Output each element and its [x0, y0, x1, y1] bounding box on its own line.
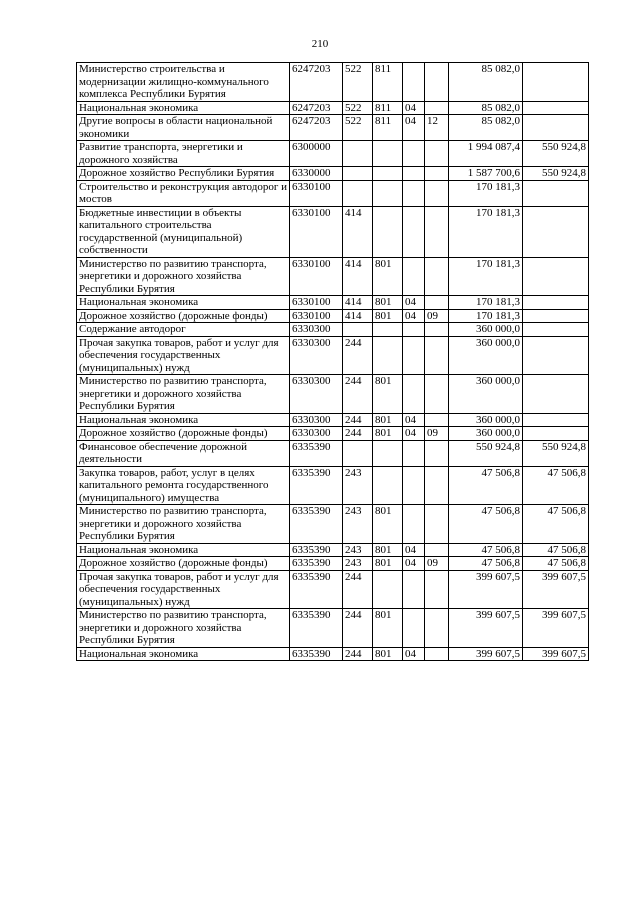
administrator-code-cell: 801 — [373, 647, 403, 661]
administrator-code-cell: 801 — [373, 296, 403, 310]
table-row — [77, 557, 589, 571]
amount-total-cell: 360 000,0 — [449, 413, 523, 427]
expense-type-cell: 522 — [343, 101, 373, 115]
amount-federal-cell — [523, 309, 589, 323]
expense-type-cell — [343, 323, 373, 337]
amount-total-cell: 360 000,0 — [449, 336, 523, 375]
amount-federal-cell — [523, 427, 589, 441]
expense-type-cell: 243 — [343, 557, 373, 571]
row-name-cell: Другие вопросы в области национальной экономики — [77, 115, 290, 141]
amount-federal-cell — [523, 375, 589, 414]
section-cell: 04 — [403, 115, 425, 141]
table-row — [77, 543, 589, 557]
section-cell — [403, 609, 425, 648]
section-cell — [403, 570, 425, 609]
amount-federal-cell: 399 607,5 — [523, 609, 589, 648]
amount-total-cell: 399 607,5 — [449, 570, 523, 609]
amount-total-cell: 85 082,0 — [449, 101, 523, 115]
amount-federal-cell: 47 506,8 — [523, 543, 589, 557]
table-row — [77, 167, 589, 181]
target-article-cell: 6330300 — [290, 323, 343, 337]
table-row — [77, 63, 589, 102]
section-cell — [403, 466, 425, 505]
section-cell — [403, 505, 425, 544]
target-article-cell: 6335390 — [290, 505, 343, 544]
target-article-cell: 6330300 — [290, 336, 343, 375]
target-article-cell: 6335390 — [290, 647, 343, 661]
amount-federal-cell — [523, 206, 589, 257]
table-row — [77, 141, 589, 167]
page-number: 210 — [311, 38, 329, 50]
section-cell: 04 — [403, 101, 425, 115]
subsection-cell: 09 — [425, 427, 449, 441]
section-cell — [403, 63, 425, 102]
target-article-cell: 6330300 — [290, 413, 343, 427]
table-row — [77, 413, 589, 427]
row-name-cell: Национальная экономика — [77, 647, 290, 661]
subsection-cell — [425, 141, 449, 167]
amount-total-cell: 85 082,0 — [449, 63, 523, 102]
expense-type-cell: 414 — [343, 257, 373, 296]
subsection-cell — [425, 375, 449, 414]
administrator-code-cell — [373, 180, 403, 206]
amount-federal-cell — [523, 115, 589, 141]
amount-total-cell: 550 924,8 — [449, 440, 523, 466]
target-article-cell: 6330100 — [290, 257, 343, 296]
table-row — [77, 336, 589, 375]
expense-type-cell: 244 — [343, 647, 373, 661]
section-cell — [403, 257, 425, 296]
section-cell: 04 — [403, 427, 425, 441]
administrator-code-cell: 801 — [373, 309, 403, 323]
expense-type-cell: 414 — [343, 309, 373, 323]
expense-type-cell: 243 — [343, 543, 373, 557]
expense-type-cell: 244 — [343, 570, 373, 609]
subsection-cell — [425, 336, 449, 375]
amount-federal-cell: 550 924,8 — [523, 141, 589, 167]
section-cell — [403, 440, 425, 466]
subsection-cell — [425, 257, 449, 296]
section-cell: 04 — [403, 309, 425, 323]
table-row — [77, 115, 589, 141]
administrator-code-cell — [373, 141, 403, 167]
amount-federal-cell: 399 607,5 — [523, 570, 589, 609]
table-row — [77, 309, 589, 323]
budget-table — [76, 62, 589, 661]
amount-federal-cell: 550 924,8 — [523, 440, 589, 466]
administrator-code-cell: 801 — [373, 257, 403, 296]
row-name-cell: Бюджетные инвестиции в объекты капитального строительства государственной (муниципальной) собственности — [77, 206, 290, 257]
expense-type-cell — [343, 167, 373, 181]
expense-type-cell: 244 — [343, 427, 373, 441]
row-name-cell: Национальная экономика — [77, 296, 290, 310]
administrator-code-cell: 801 — [373, 543, 403, 557]
row-name-cell: Дорожное хозяйство (дорожные фонды) — [77, 309, 290, 323]
section-cell — [403, 336, 425, 375]
administrator-code-cell: 801 — [373, 375, 403, 414]
administrator-code-cell: 801 — [373, 557, 403, 571]
expense-type-cell — [343, 440, 373, 466]
table-row — [77, 257, 589, 296]
amount-total-cell: 360 000,0 — [449, 375, 523, 414]
row-name-cell: Содержание автодорог — [77, 323, 290, 337]
target-article-cell: 6330000 — [290, 167, 343, 181]
section-cell — [403, 375, 425, 414]
row-name-cell: Национальная экономика — [77, 101, 290, 115]
subsection-cell — [425, 413, 449, 427]
budget-table-body — [77, 63, 589, 661]
target-article-cell: 6247203 — [290, 101, 343, 115]
administrator-code-cell: 811 — [373, 63, 403, 102]
administrator-code-cell — [373, 440, 403, 466]
subsection-cell — [425, 296, 449, 310]
table-row — [77, 296, 589, 310]
amount-federal-cell: 47 506,8 — [523, 466, 589, 505]
row-name-cell: Прочая закупка товаров, работ и услуг для обеспечения государственных (муниципальных) нужд — [77, 336, 290, 375]
section-cell: 04 — [403, 543, 425, 557]
target-article-cell: 6335390 — [290, 440, 343, 466]
row-name-cell: Национальная экономика — [77, 413, 290, 427]
subsection-cell — [425, 609, 449, 648]
expense-type-cell — [343, 141, 373, 167]
target-article-cell: 6330300 — [290, 427, 343, 441]
table-row — [77, 101, 589, 115]
target-article-cell: 6330100 — [290, 296, 343, 310]
amount-total-cell: 47 506,8 — [449, 505, 523, 544]
amount-total-cell: 360 000,0 — [449, 427, 523, 441]
subsection-cell — [425, 180, 449, 206]
administrator-code-cell — [373, 206, 403, 257]
table-row — [77, 647, 589, 661]
table-row — [77, 570, 589, 609]
administrator-code-cell: 801 — [373, 427, 403, 441]
row-name-cell: Министерство по развитию транспорта, энергетики и дорожного хозяйства Республики Бурятия — [77, 609, 290, 648]
expense-type-cell — [343, 180, 373, 206]
row-name-cell: Дорожное хозяйство (дорожные фонды) — [77, 557, 290, 571]
amount-total-cell: 399 607,5 — [449, 609, 523, 648]
amount-total-cell: 170 181,3 — [449, 206, 523, 257]
amount-total-cell: 360 000,0 — [449, 323, 523, 337]
subsection-cell — [425, 505, 449, 544]
table-row — [77, 505, 589, 544]
section-cell — [403, 206, 425, 257]
amount-federal-cell — [523, 101, 589, 115]
target-article-cell: 6300000 — [290, 141, 343, 167]
administrator-code-cell — [373, 466, 403, 505]
row-name-cell: Министерство по развитию транспорта, энергетики и дорожного хозяйства Республики Бурятия — [77, 375, 290, 414]
expense-type-cell: 522 — [343, 63, 373, 102]
subsection-cell — [425, 570, 449, 609]
table-row — [77, 206, 589, 257]
table-row — [77, 180, 589, 206]
expense-type-cell: 244 — [343, 609, 373, 648]
amount-federal-cell — [523, 180, 589, 206]
amount-total-cell: 170 181,3 — [449, 257, 523, 296]
table-row — [77, 323, 589, 337]
expense-type-cell: 244 — [343, 336, 373, 375]
row-name-cell: Прочая закупка товаров, работ и услуг для обеспечения государственных (муниципальных) нужд — [77, 570, 290, 609]
subsection-cell — [425, 167, 449, 181]
section-cell — [403, 167, 425, 181]
row-name-cell: Развитие транспорта, энергетики и дорожного хозяйства — [77, 141, 290, 167]
row-name-cell: Министерство по развитию транспорта, энергетики и дорожного хозяйства Республики Бурятия — [77, 257, 290, 296]
subsection-cell — [425, 647, 449, 661]
target-article-cell: 6335390 — [290, 557, 343, 571]
administrator-code-cell — [373, 167, 403, 181]
target-article-cell: 6247203 — [290, 63, 343, 102]
table-row — [77, 427, 589, 441]
amount-federal-cell: 550 924,8 — [523, 167, 589, 181]
row-name-cell: Национальная экономика — [77, 543, 290, 557]
amount-federal-cell — [523, 296, 589, 310]
subsection-cell — [425, 323, 449, 337]
subsection-cell — [425, 206, 449, 257]
subsection-cell — [425, 63, 449, 102]
administrator-code-cell: 801 — [373, 413, 403, 427]
amount-federal-cell — [523, 257, 589, 296]
administrator-code-cell: 801 — [373, 505, 403, 544]
administrator-code-cell — [373, 570, 403, 609]
expense-type-cell: 414 — [343, 206, 373, 257]
expense-type-cell: 522 — [343, 115, 373, 141]
amount-federal-cell — [523, 336, 589, 375]
target-article-cell: 6330100 — [290, 206, 343, 257]
amount-total-cell: 1 587 700,6 — [449, 167, 523, 181]
target-article-cell: 6330300 — [290, 375, 343, 414]
table-row — [77, 440, 589, 466]
amount-total-cell: 170 181,3 — [449, 309, 523, 323]
amount-federal-cell: 399 607,5 — [523, 647, 589, 661]
section-cell: 04 — [403, 557, 425, 571]
amount-federal-cell — [523, 413, 589, 427]
target-article-cell: 6335390 — [290, 466, 343, 505]
row-name-cell: Министерство строительства и модернизации жилищно-коммунального комплекса Республики Бурятия — [77, 63, 290, 102]
administrator-code-cell — [373, 323, 403, 337]
table-row — [77, 375, 589, 414]
section-cell: 04 — [403, 296, 425, 310]
row-name-cell: Финансовое обеспечение дорожной деятельности — [77, 440, 290, 466]
amount-total-cell: 399 607,5 — [449, 647, 523, 661]
subsection-cell: 09 — [425, 309, 449, 323]
row-name-cell: Дорожное хозяйство (дорожные фонды) — [77, 427, 290, 441]
target-article-cell: 6247203 — [290, 115, 343, 141]
amount-federal-cell: 47 506,8 — [523, 505, 589, 544]
target-article-cell: 6335390 — [290, 543, 343, 557]
section-cell: 04 — [403, 647, 425, 661]
amount-total-cell: 47 506,8 — [449, 557, 523, 571]
subsection-cell — [425, 101, 449, 115]
administrator-code-cell: 811 — [373, 115, 403, 141]
amount-federal-cell — [523, 323, 589, 337]
subsection-cell: 12 — [425, 115, 449, 141]
amount-federal-cell — [523, 63, 589, 102]
expense-type-cell: 243 — [343, 505, 373, 544]
amount-federal-cell: 47 506,8 — [523, 557, 589, 571]
subsection-cell — [425, 543, 449, 557]
row-name-cell: Строительство и реконструкция автодорог и мостов — [77, 180, 290, 206]
section-cell — [403, 323, 425, 337]
target-article-cell: 6335390 — [290, 570, 343, 609]
administrator-code-cell — [373, 336, 403, 375]
row-name-cell: Закупка товаров, работ, услуг в целях капитального ремонта государственного (муниципального) имущества — [77, 466, 290, 505]
target-article-cell: 6330100 — [290, 180, 343, 206]
administrator-code-cell: 801 — [373, 609, 403, 648]
amount-total-cell: 85 082,0 — [449, 115, 523, 141]
expense-type-cell: 244 — [343, 413, 373, 427]
amount-total-cell: 47 506,8 — [449, 466, 523, 505]
amount-total-cell: 170 181,3 — [449, 296, 523, 310]
administrator-code-cell: 811 — [373, 101, 403, 115]
row-name-cell: Министерство по развитию транспорта, энергетики и дорожного хозяйства Республики Бурятия — [77, 505, 290, 544]
expense-type-cell: 243 — [343, 466, 373, 505]
row-name-cell: Дорожное хозяйство Республики Бурятия — [77, 167, 290, 181]
target-article-cell: 6335390 — [290, 609, 343, 648]
amount-total-cell: 1 994 087,4 — [449, 141, 523, 167]
subsection-cell — [425, 440, 449, 466]
expense-type-cell: 244 — [343, 375, 373, 414]
target-article-cell: 6330100 — [290, 309, 343, 323]
section-cell — [403, 180, 425, 206]
section-cell: 04 — [403, 413, 425, 427]
expense-type-cell: 414 — [343, 296, 373, 310]
section-cell — [403, 141, 425, 167]
subsection-cell — [425, 466, 449, 505]
table-row — [77, 609, 589, 648]
subsection-cell: 09 — [425, 557, 449, 571]
amount-total-cell: 47 506,8 — [449, 543, 523, 557]
table-row — [77, 466, 589, 505]
amount-total-cell: 170 181,3 — [449, 180, 523, 206]
